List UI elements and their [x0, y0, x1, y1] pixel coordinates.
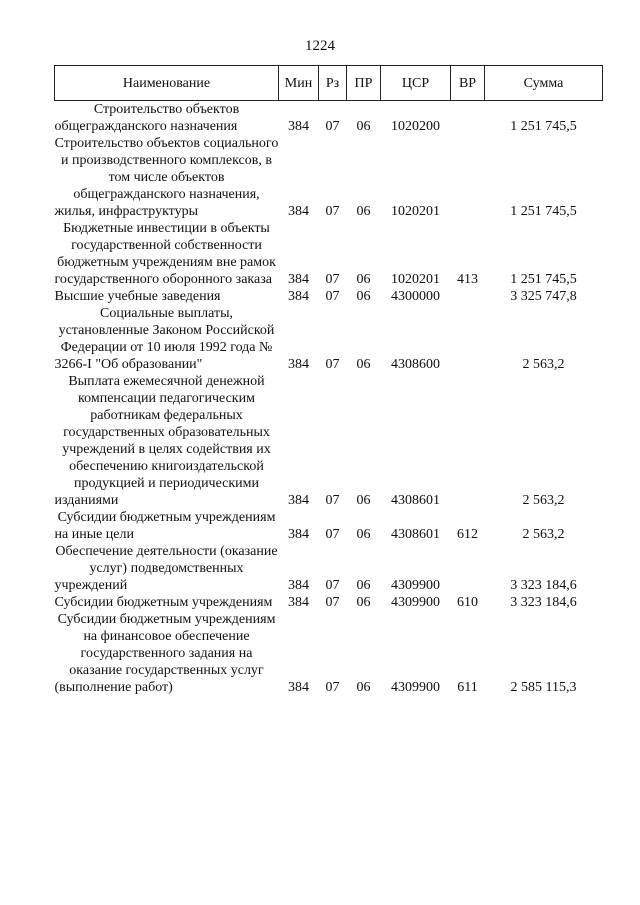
cell-csr: 4308600 [391, 357, 440, 372]
cell-rz: 07 [325, 595, 340, 610]
table-row [55, 220, 603, 288]
cell-csr: 4300000 [391, 289, 440, 304]
header-min: Мин [279, 66, 319, 101]
cell-pr: 06 [356, 527, 371, 542]
cell-csr: 1020201 [391, 204, 440, 219]
cell-csr: 4309900 [391, 578, 440, 593]
header-vr: ВР [451, 66, 485, 101]
cell-min: 384 [288, 680, 309, 695]
cell-min: 384 [288, 493, 309, 508]
cell-min: 384 [288, 272, 309, 287]
header-sum: Сумма [485, 66, 603, 101]
cell-rz: 07 [325, 578, 340, 593]
table-row [55, 594, 603, 611]
cell-vr: 610 [457, 595, 478, 610]
budget-table [54, 65, 603, 696]
cell-name: Бюджетные инвестиции в объекты государственной собственности бюджетным учреждениям вне рамок государственного оборонного заказа [54, 221, 276, 287]
cell-pr: 06 [356, 680, 371, 695]
cell-vr [451, 543, 485, 594]
cell-name: Субсидии бюджетным учреждениям [54, 595, 273, 610]
cell-sum: 3 323 184,6 [510, 595, 577, 610]
cell-sum: 2 585 115,3 [510, 680, 577, 695]
cell-pr: 06 [356, 119, 371, 134]
cell-csr: 4309900 [391, 595, 440, 610]
cell-rz: 07 [325, 289, 340, 304]
cell-min: 384 [288, 357, 309, 372]
header-rz: Рз [319, 66, 347, 101]
cell-csr: 4308601 [391, 527, 440, 542]
cell-sum: 3 325 747,8 [510, 289, 577, 304]
cell-rz: 07 [325, 204, 340, 219]
cell-name: Обеспечение деятельности (оказание услуг) подведомственных учреждений [54, 544, 278, 593]
cell-name: Выплата ежемесячной денежной компенсации педагогическим работникам федеральных государственных образовательных учреждений в целях содействия их обеспечению книгоиздательской продукцией и периодическими изданиями [54, 374, 271, 508]
cell-min: 384 [288, 119, 309, 134]
page-number: 1224 [305, 38, 335, 54]
table-header [55, 66, 603, 101]
cell-pr: 06 [356, 289, 371, 304]
cell-min: 384 [288, 578, 309, 593]
table-body [55, 101, 603, 697]
cell-rz: 07 [325, 272, 340, 287]
cell-rz: 07 [325, 680, 340, 695]
cell-sum: 3 323 184,6 [510, 578, 577, 593]
cell-rz: 07 [325, 119, 340, 134]
cell-csr: 1020201 [391, 272, 440, 287]
cell-vr [451, 135, 485, 220]
cell-sum: 2 563,2 [522, 357, 565, 372]
cell-min: 384 [288, 595, 309, 610]
cell-name: Высшие учебные заведения [54, 289, 221, 304]
cell-pr: 06 [356, 595, 371, 610]
cell-sum: 1 251 745,5 [510, 204, 577, 219]
cell-pr: 06 [356, 357, 371, 372]
cell-sum: 1 251 745,5 [510, 119, 577, 134]
cell-rz: 07 [325, 357, 340, 372]
header-csr: ЦСР [381, 66, 451, 101]
cell-csr: 4308601 [391, 493, 440, 508]
cell-sum: 2 563,2 [522, 527, 565, 542]
cell-name: Строительство объектов общегражданского назначения [54, 102, 240, 134]
cell-vr: 611 [457, 680, 478, 695]
cell-pr: 06 [356, 578, 371, 593]
cell-name: Строительство объектов социального и производственного комплексов, в том числе объектов общегражданского назначения, жилья, инфраструктуры [54, 136, 279, 219]
table-row [55, 305, 603, 373]
cell-csr: 1020200 [391, 119, 440, 134]
cell-csr: 4309900 [391, 680, 440, 695]
cell-rz: 07 [325, 493, 340, 508]
cell-min: 384 [288, 527, 309, 542]
cell-sum: 2 563,2 [522, 493, 565, 508]
cell-vr [451, 305, 485, 373]
cell-name: Социальные выплаты, установленные Законом Российской Федерации от 10 июля 1992 года № 3266-I "Об образовании" [54, 306, 275, 372]
cell-vr [451, 373, 485, 509]
cell-min: 384 [288, 204, 309, 219]
table-row [55, 373, 603, 509]
header-pr: ПР [347, 66, 381, 101]
cell-rz: 07 [325, 527, 340, 542]
cell-vr: 612 [457, 527, 478, 542]
cell-pr: 06 [356, 493, 371, 508]
table-row [55, 611, 603, 696]
cell-vr [451, 101, 485, 136]
cell-sum: 1 251 745,5 [510, 272, 577, 287]
cell-vr [451, 288, 485, 305]
cell-min: 384 [288, 289, 309, 304]
table-row [55, 288, 603, 305]
cell-pr: 06 [356, 272, 371, 287]
cell-vr: 413 [457, 272, 478, 287]
table-row [55, 509, 603, 543]
table-row [55, 543, 603, 594]
table-row [55, 101, 603, 136]
cell-pr: 06 [356, 204, 371, 219]
cell-name: Субсидии бюджетным учреждениям на иные цели [54, 510, 276, 542]
table-row [55, 135, 603, 220]
header-name: Наименование [55, 66, 279, 101]
cell-name: Субсидии бюджетным учреждениям на финансовое обеспечение государственного задания на оказание государственных услуг (выполнение работ) [54, 612, 276, 695]
